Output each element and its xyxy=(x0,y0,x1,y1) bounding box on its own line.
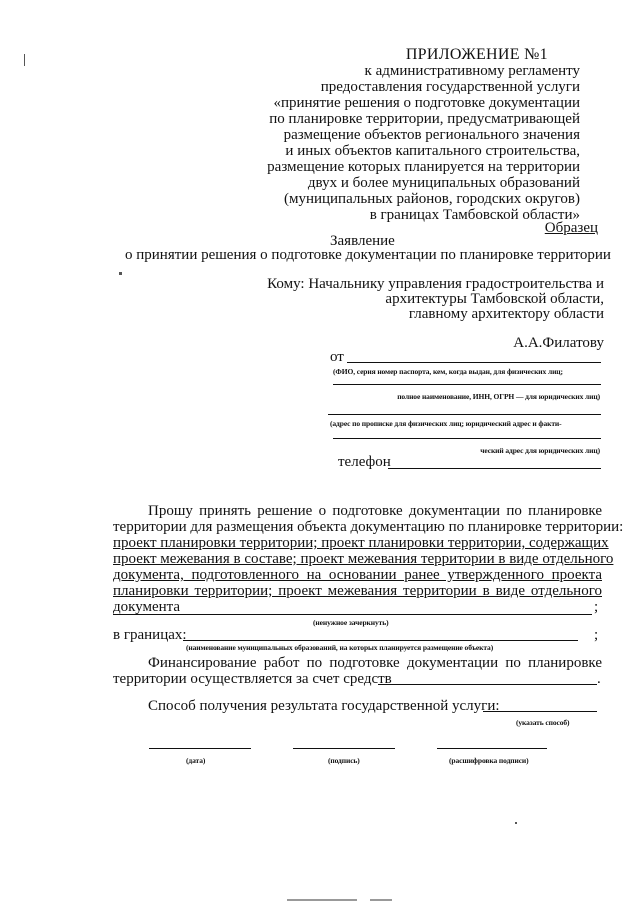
header-line: и иных объектов капитального строительства, xyxy=(285,143,580,159)
method-hint: (указать способ) xyxy=(516,718,570,727)
header-line: (муниципальных районов, городских округов) xyxy=(283,191,580,207)
municipalities-hint: (наименование муниципальных образований, на которых планируется размещение объекта) xyxy=(186,643,494,652)
scan-mark xyxy=(515,822,517,824)
recipient-line: Кому: Начальнику управления градостроительства и xyxy=(267,276,604,292)
header-line: размещение объектов регионального значения xyxy=(283,127,580,143)
phone-field[interactable] xyxy=(388,468,601,469)
project-option-line[interactable]: документа xyxy=(113,599,181,615)
borders-label: в границах: xyxy=(113,627,187,643)
address-hint: ческий адрес для юридических лиц) xyxy=(480,446,600,455)
header-line: в границах Тамбовской области» xyxy=(369,207,580,223)
from-field-1[interactable] xyxy=(347,362,601,363)
header-line: предоставления государственной услуги xyxy=(320,79,580,95)
recipient-line: главному архитектору области xyxy=(408,306,604,322)
header-line: по планировке территории, предусматривающей xyxy=(269,111,580,127)
address-hint: (адрес по прописке для физических лиц; юридический адрес и факти- xyxy=(330,419,562,428)
from-label: от xyxy=(330,349,344,365)
period: . xyxy=(597,671,601,687)
signature-hint: (подпись) xyxy=(328,756,360,765)
cross-out-hint: (ненужное зачеркнуть) xyxy=(313,618,389,627)
header-line: размещение которых планируется на территории xyxy=(267,159,580,175)
scan-mark xyxy=(119,272,122,275)
sample-label: Образец xyxy=(544,220,598,236)
borders-field[interactable] xyxy=(183,640,578,641)
project-option-line[interactable]: документа, подготовленного на основании ранее утвержденного проекта xyxy=(113,567,602,583)
request-line: территории для размещения объекта документацию по планировке территории: xyxy=(113,519,624,535)
scan-mark xyxy=(370,899,392,901)
header-line: «принятие решения о подготовке документации xyxy=(273,95,580,111)
signature-decode-hint: (расшифровка подписи) xyxy=(449,756,529,765)
from-hint: полное наименование, ИНН, ОГРН — для юридических лиц) xyxy=(397,392,600,401)
finance-line: территории осуществляется за счет средств xyxy=(113,671,392,687)
from-field-2[interactable] xyxy=(333,384,601,385)
recipient-line: архитектуры Тамбовской области, xyxy=(385,291,604,307)
signature-field[interactable] xyxy=(293,748,395,749)
finance-line: Финансирование работ по подготовке документации по планировке xyxy=(148,655,602,671)
date-field[interactable] xyxy=(149,748,251,749)
date-hint: (дата) xyxy=(186,756,206,765)
method-label: Способ получения результата государственной услуги: xyxy=(148,698,500,714)
semicolon: ; xyxy=(594,599,599,615)
project-option-line[interactable]: проект межевания в составе; проект межевания территории в виде отдельного xyxy=(113,551,614,567)
recipient-name: А.А.Филатову xyxy=(513,335,604,351)
scan-mark xyxy=(287,899,357,901)
project-option-line[interactable]: проект планировки территории; проект планировки территории, содержащих xyxy=(113,535,609,551)
appendix-title: ПРИЛОЖЕНИЕ №1 xyxy=(405,46,548,63)
address-field-1[interactable] xyxy=(328,414,601,415)
project-option-line[interactable]: планировки территории; проект межевания территории в виде отдельного xyxy=(113,583,602,599)
scan-mark xyxy=(24,54,25,66)
statement-title: Заявление xyxy=(330,233,395,249)
header-line: двух и более муниципальных образований xyxy=(307,175,580,191)
phone-label: телефон xyxy=(338,454,391,470)
method-field[interactable] xyxy=(483,711,597,712)
semicolon: ; xyxy=(594,627,599,643)
from-hint: (ФИО, серия номер паспорта, кем, когда выдан, для физических лиц; xyxy=(333,367,563,376)
finance-source-field[interactable] xyxy=(378,684,597,685)
header-line: к административному регламенту xyxy=(364,63,580,79)
request-line: Прошу принять решение о подготовке документации по планировке xyxy=(148,503,602,519)
signature-decode-field[interactable] xyxy=(437,748,547,749)
statement-subtitle: о принятии решения о подготовке документации по планировке территории xyxy=(125,247,611,263)
address-field-2[interactable] xyxy=(333,438,601,439)
project-option-field[interactable] xyxy=(113,614,592,615)
